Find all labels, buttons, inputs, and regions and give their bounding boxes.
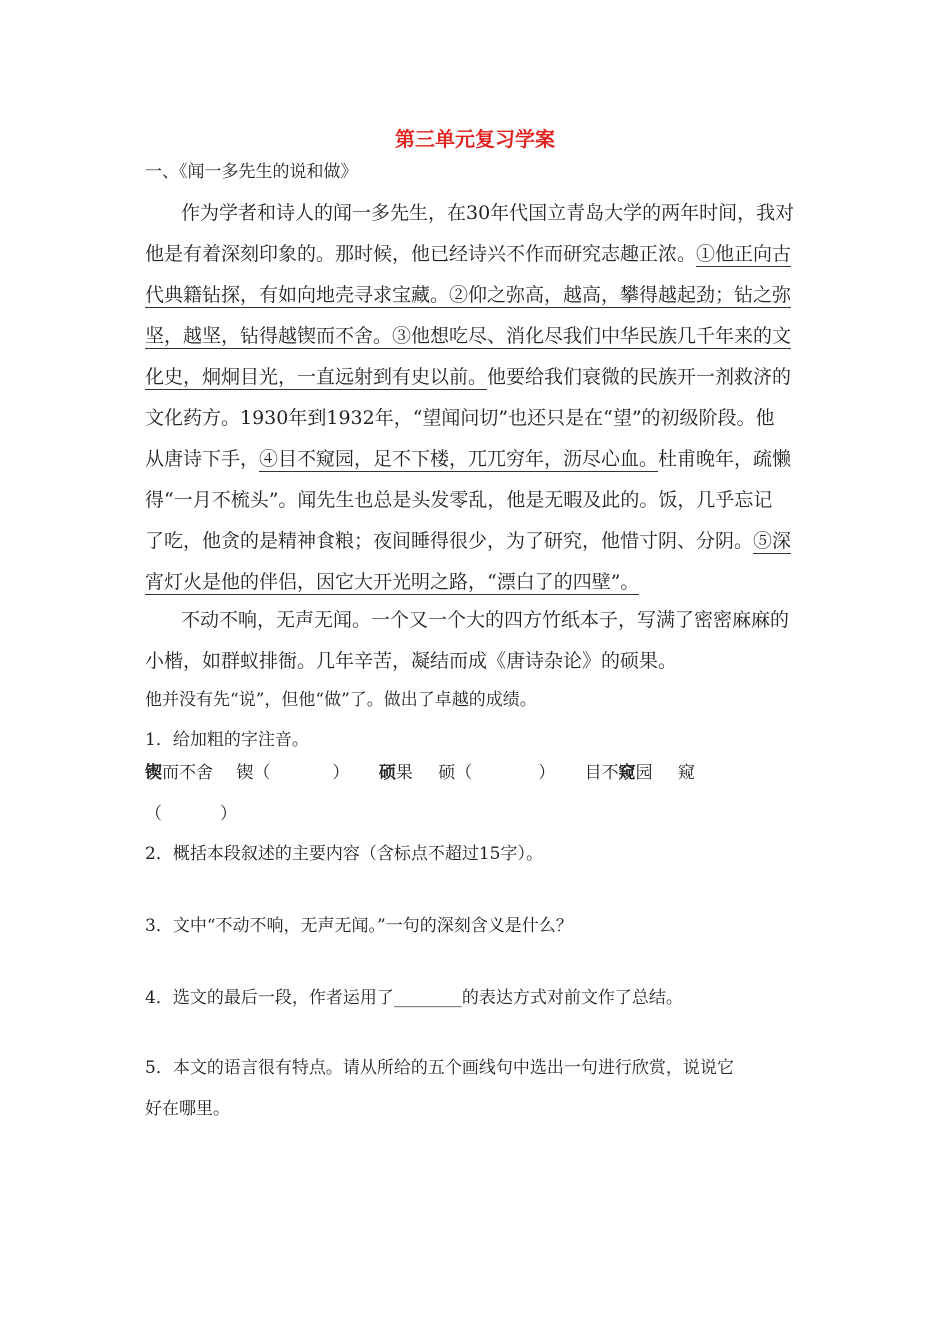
bold-char: 窥 [618,763,636,783]
question-4 [145,984,825,1012]
question-5-line-1: 5．本文的语言很有特点。请从所给的五个画线句中选出一句进行欣赏，说说它 [145,1058,734,1078]
text-run: 的表达方式对前文作了总结。 [461,988,683,1008]
paragraph-1-line-2 [145,240,825,268]
paragraph-1-line-7 [145,445,825,473]
text-run: 目不 [584,763,619,783]
question-1-answer-blank [145,800,825,828]
paragraph-3: 他并没有先“说”，但他“做”了。做出了卓越的成绩。 [145,690,537,710]
underlined-sentence: ④目不窥园，足不下楼，兀兀穷年，沥尽心血。 [259,448,659,470]
text-run: 了吃，他贪的是精神食粮；夜间睡得很少，为了研究，他惜寸阴、分阴。 [145,530,754,552]
paragraph-1-line-8: 得“一月不梳头”。闻先生也总是头发零乱，他是无暇及此的。饭，几乎忘记 [145,489,773,511]
paragraph-1-line-1: 作为学者和诗人的闻一多先生，在30年代国立青岛大学的两年时间，我对 [181,202,795,224]
underlined-sentence: ①他正向古 [696,243,792,265]
page-title: 第三单元复习学案 [395,127,555,151]
bold-char: 硕 [378,763,396,783]
underlined-sentence: 坚，越坚，钻得越锲而不舍。③他想吃尽、消化尽我们中华民族几千年来的文 [145,325,792,347]
text-run: 从唐诗下手， [145,448,260,470]
paragraph-2-line-1: 不动不响，无声无闻。一个又一个大的四方竹纸本子，写满了密密麻麻的 [181,609,790,631]
text-run: ） [538,763,556,783]
paragraph-1-line-5 [145,363,825,391]
answer-blank[interactable]: ________ [393,988,462,1008]
text-run: 杜甫晚年，疏懒 [658,448,792,470]
text-run: 园 [635,763,653,783]
underlined-sentence: 化史，炯炯目光，一直远射到有史以前。 [145,366,488,388]
question-3: 3．文中“不动不响，无声无闻。”一句的深刻含义是什么？ [145,916,573,936]
text-run: 他要给我们衰微的民族开一剂救济的 [487,366,792,388]
paragraph-1-line-3 [145,281,825,309]
text-run: 4．选文的最后一段，作者运用了 [145,988,394,1008]
text-run: 他是有着深刻印象的。那时候，他已经诗兴不作而研究志趣正浓。 [145,243,697,265]
question-1-words [145,759,825,787]
paragraph-1-line-9 [145,527,825,555]
question-2: 2．概括本段叙述的主要内容（含标点不超过15字）。 [145,844,543,864]
paragraph-1-line-10 [145,568,825,596]
section-heading: 一、《闻一多先生的说和做》 [145,162,358,182]
underlined-sentence: 宵灯火是他的伴侣，因它大开光明之路，“漂白了的四壁”。 [145,571,640,593]
text-run: 窥 [678,763,696,783]
text-run: 硕（ [438,763,473,783]
text-run: ） [220,804,237,824]
question-1: 1．给加粗的字注音。 [145,730,309,750]
underlined-sentence: 代典籍钻探，有如向地壳寻求宝藏。②仰之弥高，越高，攀得越起劲；钻之弥 [145,284,792,306]
text-run: 果 [395,763,413,783]
underlined-sentence: ⑤深 [753,530,792,552]
paragraph-1-line-6: 文化药方。1930年到1932年，“望闻问切”也还只是在“望”的初级阶段。他 [145,407,775,429]
text-run: （ [145,804,162,824]
text-run: 而不舍 [162,763,213,783]
paragraph-1-line-4 [145,322,825,350]
paragraph-2-line-2: 小楷，如群蚁排衙。几年辛苦，凝结而成《唐诗杂论》的硕果。 [145,650,678,672]
text-run: ） [332,763,350,783]
question-5-line-2: 好在哪里。 [145,1099,230,1119]
bold-char: 锲 [145,763,162,783]
text-run: 锲（ [236,763,271,783]
